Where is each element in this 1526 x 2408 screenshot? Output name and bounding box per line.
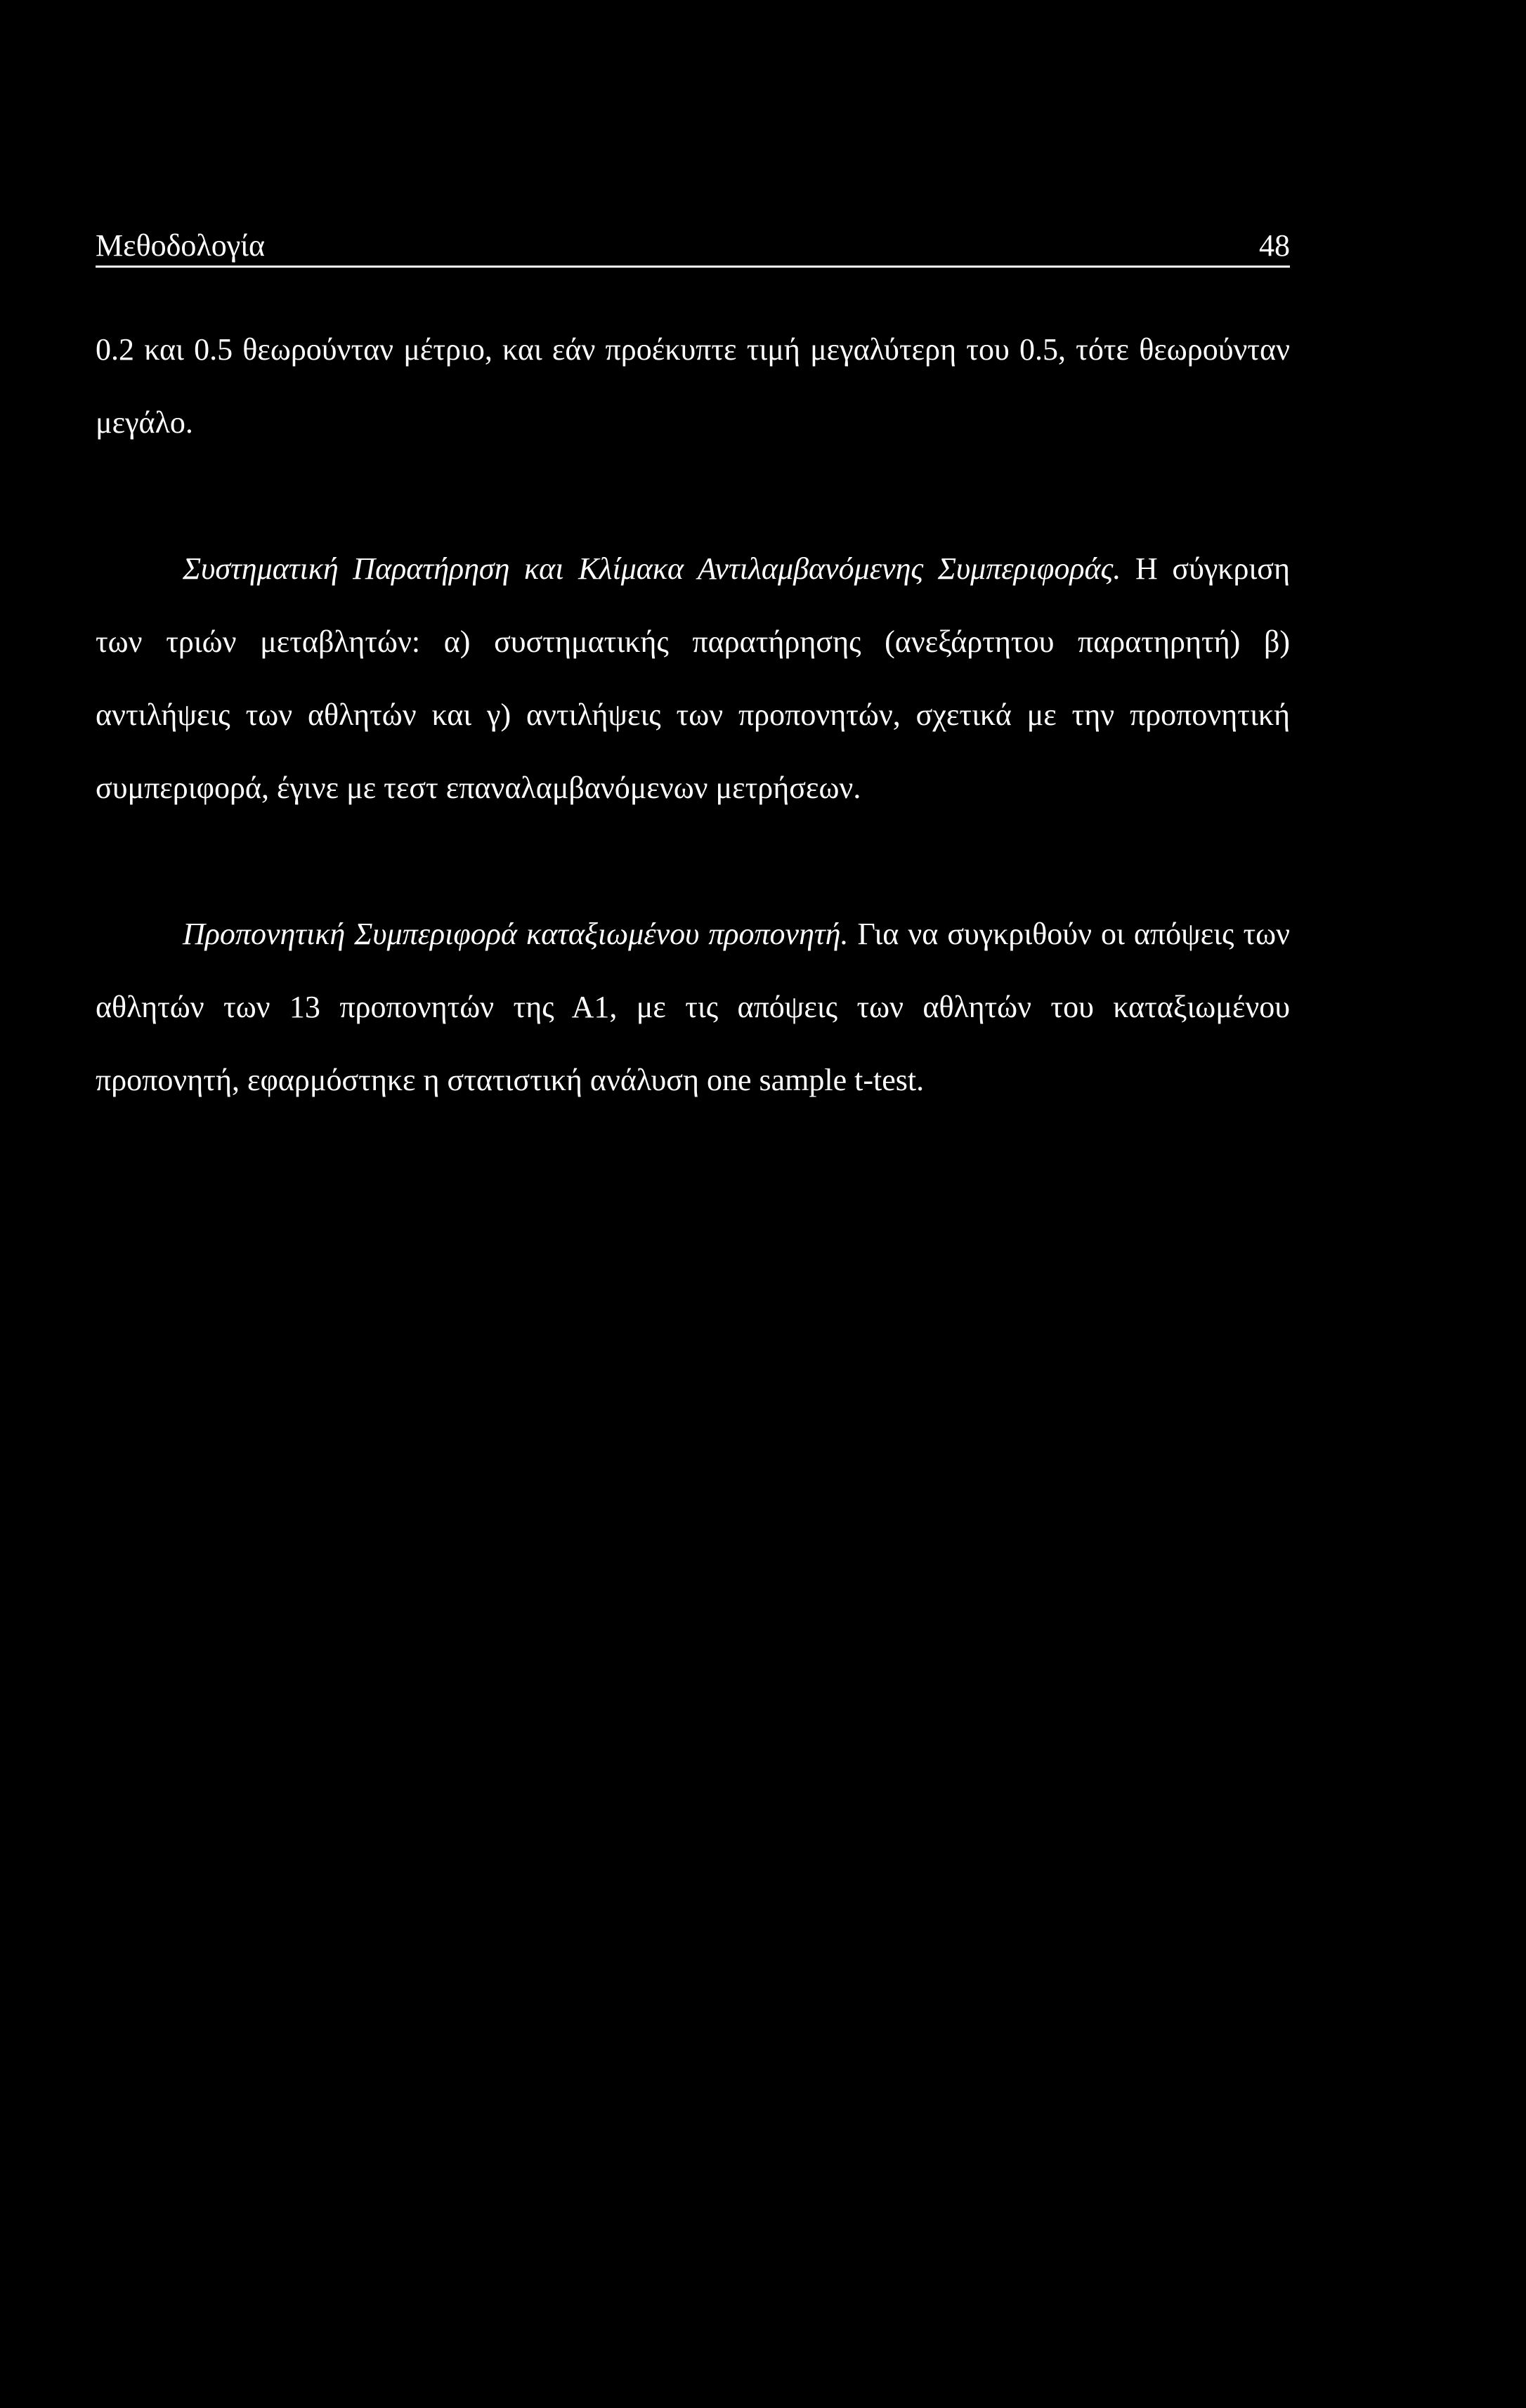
paragraph-heading: Προπονητική Συμπεριφορά καταξιωμένου προπονητή. (183, 917, 849, 951)
paragraph-text: 0.2 και 0.5 θεωρούνταν μέτριο, και εάν προέκυπτε τιμή μεγαλύτερη του 0.5, τότε θεωρούνταν μεγάλο. (96, 332, 1290, 440)
running-header (96, 226, 1290, 268)
paragraph-text: Για να συγκριθούν οι απόψεις των αθλητών των 13 προπονητών της Α1, με τις απόψεις των αθλητών του καταξιωμένου προπονητή, εφαρμόστηκε η στατιστική ανάλυση one sample t-test. (96, 917, 1290, 1097)
header-section-title: Μεθοδολογία (96, 228, 266, 263)
paragraph-systematic-observation (96, 532, 1290, 825)
header-page-number: 48 (1259, 228, 1290, 263)
paragraph-text: Η σύγκριση των τριών μεταβλητών: α) συστηματικής παρατήρησης (ανεξάρτητου παρατηρητή) β) αντιλήψεις των αθλητών και γ) αντιλήψεις των προπονητών, σχετικά με την προπονητική συμπεριφορά, έγινε με τεστ επαναλαμβανόμενων μετρήσεων. (96, 551, 1291, 805)
paragraph-heading: Συστηματική Παρατήρηση και Κλίμακα Αντιλαμβανόμενης Συμπεριφοράς. (183, 551, 1121, 586)
paragraph-coaching-behavior (96, 898, 1290, 1117)
paragraph-continuation (96, 313, 1290, 459)
body-text (96, 313, 1290, 1117)
